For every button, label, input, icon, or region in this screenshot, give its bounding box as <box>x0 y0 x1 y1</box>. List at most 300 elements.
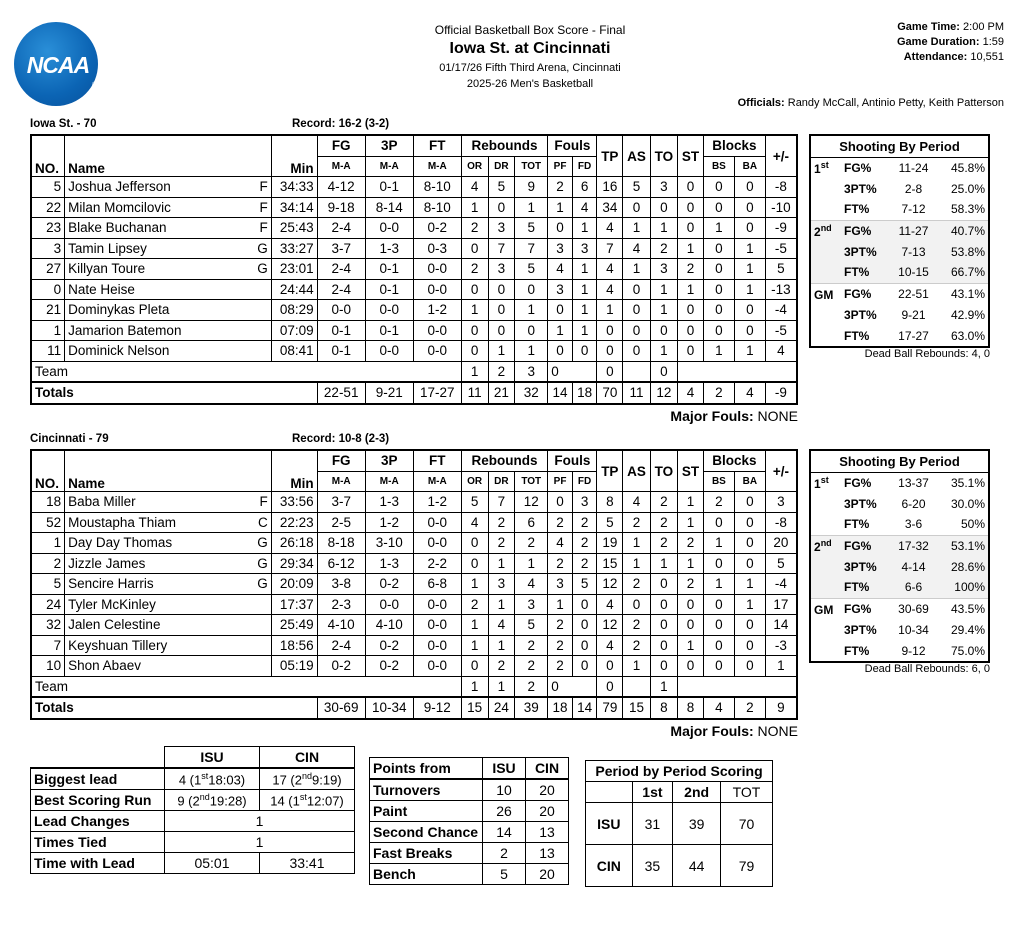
player-row <box>31 512 797 533</box>
col-3p: 3P <box>365 135 413 156</box>
player-tot: 4 <box>515 574 548 595</box>
player-bs: 0 <box>703 553 734 574</box>
player-ba: 1 <box>734 238 765 259</box>
stat-made-att: 17-32 <box>890 535 937 556</box>
player-or: 1 <box>461 197 488 218</box>
player-ba: 1 <box>734 279 765 300</box>
game-duration-label: Game Duration: <box>897 36 980 48</box>
player-row <box>31 533 797 554</box>
stat-made-att: 17-27 <box>898 328 929 343</box>
player-to: 0 <box>650 574 677 595</box>
col-or: OR <box>461 156 488 177</box>
player-to: 2 <box>650 512 677 533</box>
player-or: 0 <box>461 553 488 574</box>
player-ft: 1-2 <box>413 300 461 321</box>
player-tp: 16 <box>597 177 623 198</box>
period-scoring-table <box>585 760 773 887</box>
col-pf: PF <box>548 156 573 177</box>
biggest-lead-label: Biggest lead <box>31 768 165 790</box>
col-no: NO. <box>31 450 65 492</box>
shooting-by-period <box>809 449 990 663</box>
player-st: 0 <box>678 197 704 218</box>
player-min: 05:19 <box>271 656 317 677</box>
player-name: Dominick Nelson <box>65 341 253 362</box>
totals-tot: 39 <box>515 697 548 719</box>
stat-made-att: 22-51 <box>890 283 937 304</box>
player-tot: 0 <box>515 279 548 300</box>
player-number: 21 <box>31 300 65 321</box>
major-fouls-value: NONE <box>757 722 798 739</box>
player-ft: 0-0 <box>413 259 461 280</box>
stat-pct: 30.0% <box>950 496 985 511</box>
player-pf: 3 <box>548 574 573 595</box>
period-scoring-title: Period by Period Scoring <box>586 761 773 782</box>
player-st: 2 <box>678 574 704 595</box>
player-dr: 5 <box>488 177 515 198</box>
player-fd: 0 <box>572 341 597 362</box>
totals-ba: 2 <box>734 697 765 719</box>
player-as: 2 <box>623 574 651 595</box>
player-pm: -4 <box>765 574 797 595</box>
player-st: 1 <box>678 512 704 533</box>
shooting-row <box>810 283 989 304</box>
player-bs: 0 <box>703 615 734 636</box>
player-ba: 0 <box>734 615 765 636</box>
player-pm: -5 <box>765 320 797 341</box>
player-fg: 2-4 <box>317 279 365 300</box>
totals-bs: 4 <box>703 697 734 719</box>
period-label: 1st <box>814 160 829 177</box>
player-st: 1 <box>678 635 704 656</box>
player-bs: 0 <box>703 635 734 656</box>
player-tp3: 0-2 <box>365 574 413 595</box>
team-record: Record: 16-2 (3-2) <box>292 118 390 130</box>
totals-tot: 32 <box>515 382 548 404</box>
player-ft: 0-0 <box>413 320 461 341</box>
stat-label: FG% <box>844 161 872 176</box>
player-tot: 2 <box>515 635 548 656</box>
player-min: 25:43 <box>271 218 317 239</box>
totals-tp3: 10-34 <box>365 697 413 719</box>
player-pm: -10 <box>765 197 797 218</box>
player-or: 0 <box>461 320 488 341</box>
player-ft: 0-0 <box>413 656 461 677</box>
player-fd: 0 <box>572 615 597 636</box>
player-row <box>31 574 797 595</box>
player-tp3: 0-0 <box>365 594 413 615</box>
player-ba: 0 <box>734 512 765 533</box>
player-number: 0 <box>31 279 65 300</box>
col-ba: BA <box>734 471 765 492</box>
player-tot: 1 <box>515 341 548 362</box>
player-row <box>31 300 797 321</box>
shooting-row <box>810 514 989 535</box>
player-position <box>253 656 271 677</box>
col-plus-minus: +/- <box>765 450 797 492</box>
player-fg: 2-3 <box>317 594 365 615</box>
player-ba: 0 <box>734 218 765 239</box>
player-as: 0 <box>623 300 651 321</box>
player-st: 2 <box>678 259 704 280</box>
totals-fd: 14 <box>572 697 597 719</box>
player-tp3: 0-0 <box>365 218 413 239</box>
player-pf: 3 <box>548 279 573 300</box>
player-as: 0 <box>623 320 651 341</box>
player-or: 0 <box>461 533 488 554</box>
player-tot: 1 <box>515 300 548 321</box>
team-row-label: Team <box>31 676 461 697</box>
totals-st: 8 <box>678 697 704 719</box>
player-ft: 1-2 <box>413 492 461 513</box>
player-tp3: 1-2 <box>365 512 413 533</box>
stat-made-att: 13-37 <box>898 476 929 491</box>
team-dr: 1 <box>488 676 515 697</box>
col-or: OR <box>461 471 488 492</box>
player-pm: 20 <box>765 533 797 554</box>
points-from-cin: 13 <box>526 822 569 843</box>
player-to: 3 <box>650 177 677 198</box>
stat-made-att: 9-21 <box>901 307 926 322</box>
shooting-row <box>810 325 989 347</box>
box-score-table <box>30 449 798 720</box>
player-min: 23:01 <box>271 259 317 280</box>
player-st: 1 <box>678 238 704 259</box>
player-or: 0 <box>461 656 488 677</box>
stat-made-att: 2-8 <box>904 181 923 196</box>
player-tp: 19 <box>597 533 623 554</box>
player-position <box>253 594 271 615</box>
player-fd: 2 <box>572 553 597 574</box>
ncaa-logo <box>14 22 98 106</box>
period-label <box>810 556 841 577</box>
player-tp3: 0-1 <box>365 177 413 198</box>
player-name: Jalen Celestine <box>65 615 253 636</box>
totals-as: 11 <box>623 382 651 404</box>
player-tot: 9 <box>515 177 548 198</box>
player-name: Baba Miller <box>65 492 253 513</box>
player-dr: 3 <box>488 574 515 595</box>
col-as: AS <box>623 450 651 492</box>
player-ba: 1 <box>734 341 765 362</box>
stat-pct: 66.7% <box>950 265 985 280</box>
period-team: ISU <box>586 803 633 845</box>
col-fg-ma: M-A <box>317 471 365 492</box>
player-pf: 2 <box>548 553 573 574</box>
col-fg-ma: M-A <box>317 156 365 177</box>
stat-label: 3PT% <box>844 496 877 511</box>
player-ft: 0-3 <box>413 238 461 259</box>
col-rebounds: Rebounds <box>461 135 547 156</box>
player-bs: 0 <box>703 512 734 533</box>
col-to: TO <box>650 135 677 177</box>
player-row <box>31 615 797 636</box>
totals-label: Totals <box>31 697 317 719</box>
player-number: 5 <box>31 177 65 198</box>
col-fouls: Fouls <box>548 135 597 156</box>
player-dr: 1 <box>488 341 515 362</box>
player-or: 2 <box>461 594 488 615</box>
period-label <box>810 178 841 199</box>
player-dr: 2 <box>488 656 515 677</box>
game-title: Iowa St. at Cincinnati <box>449 40 611 57</box>
col-to: TO <box>650 450 677 492</box>
stat-made-att: 7-13 <box>901 244 926 259</box>
player-st: 0 <box>678 218 704 239</box>
player-ft: 0-0 <box>413 279 461 300</box>
player-tot: 5 <box>515 615 548 636</box>
player-tot: 7 <box>515 238 548 259</box>
player-tp: 34 <box>597 197 623 218</box>
player-to: 1 <box>650 279 677 300</box>
player-ft: 8-10 <box>413 177 461 198</box>
shooting-row <box>810 305 989 326</box>
player-tp3: 3-10 <box>365 533 413 554</box>
totals-fd: 18 <box>572 382 597 404</box>
player-to: 2 <box>650 492 677 513</box>
player-fd: 6 <box>572 177 597 198</box>
stat-made-att: 10-15 <box>898 265 929 280</box>
col-fg: FG <box>317 450 365 471</box>
player-bs: 0 <box>703 259 734 280</box>
period-label <box>810 620 841 641</box>
totals-pf: 18 <box>548 697 573 719</box>
period-label: GM <box>810 283 841 304</box>
officials <box>738 96 1004 111</box>
player-ba: 0 <box>734 300 765 321</box>
player-fg: 0-2 <box>317 656 365 677</box>
stat-pct: 53.1% <box>937 535 989 556</box>
player-min: 18:56 <box>271 635 317 656</box>
shooting-row <box>810 262 989 283</box>
points-from-col-cin: CIN <box>526 758 569 780</box>
stat-pct: 29.4% <box>950 622 985 637</box>
player-dr: 4 <box>488 615 515 636</box>
player-bs: 0 <box>703 300 734 321</box>
player-pf: 2 <box>548 615 573 636</box>
period-col: 2nd <box>673 782 721 803</box>
player-bs: 1 <box>703 218 734 239</box>
game-date-venue: 01/17/26 Fifth Third Arena, Cincinnati <box>439 62 621 74</box>
player-tp: 4 <box>597 218 623 239</box>
player-min: 34:14 <box>271 197 317 218</box>
col-ft: FT <box>413 135 461 156</box>
player-min: 25:49 <box>271 615 317 636</box>
player-fg: 2-4 <box>317 259 365 280</box>
player-ba: 0 <box>734 197 765 218</box>
totals-dr: 21 <box>488 382 515 404</box>
player-fd: 1 <box>572 218 597 239</box>
player-bs: 0 <box>703 594 734 615</box>
player-fd: 0 <box>572 635 597 656</box>
player-position: F <box>253 218 271 239</box>
player-min: 22:23 <box>271 512 317 533</box>
player-number: 2 <box>31 553 65 574</box>
player-name: Day Day Thomas <box>65 533 253 554</box>
totals-bs: 2 <box>703 382 734 404</box>
player-to: 3 <box>650 259 677 280</box>
player-name: Joshua Jefferson <box>65 177 253 198</box>
points-from-isu: 10 <box>483 779 526 801</box>
time-with-lead-label: Time with Lead <box>31 853 165 874</box>
points-from-isu: 26 <box>483 801 526 822</box>
player-fg: 3-8 <box>317 574 365 595</box>
player-pm: -9 <box>765 218 797 239</box>
player-min: 08:41 <box>271 341 317 362</box>
player-bs: 0 <box>703 238 734 259</box>
player-row <box>31 259 797 280</box>
times-tied: 1 <box>165 832 355 853</box>
player-fd: 4 <box>572 197 597 218</box>
col-ba: BA <box>734 156 765 177</box>
player-to: 1 <box>650 553 677 574</box>
player-fd: 2 <box>572 533 597 554</box>
player-st: 0 <box>678 594 704 615</box>
totals-st: 4 <box>678 382 704 404</box>
player-bs: 1 <box>703 533 734 554</box>
logo-text: NCAA <box>26 52 90 78</box>
player-number: 1 <box>31 320 65 341</box>
player-ba: 1 <box>734 594 765 615</box>
player-to: 1 <box>650 341 677 362</box>
player-dr: 1 <box>488 594 515 615</box>
col-fd: FD <box>572 471 597 492</box>
player-pm: 3 <box>765 492 797 513</box>
player-st: 0 <box>678 300 704 321</box>
points-from-isu: 14 <box>483 822 526 843</box>
player-ba: 1 <box>734 574 765 595</box>
player-name: Nate Heise <box>65 279 253 300</box>
player-position: G <box>253 574 271 595</box>
player-pm: -5 <box>765 238 797 259</box>
period-tot: 79 <box>720 845 772 887</box>
attendance-label: Attendance: <box>903 51 968 63</box>
player-row <box>31 492 797 513</box>
player-name: Killyan Toure <box>65 259 253 280</box>
totals-row <box>31 382 797 404</box>
team-dr: 2 <box>488 361 515 382</box>
period-1st: 31 <box>632 803 673 845</box>
player-ba: 1 <box>734 259 765 280</box>
stat-pct: 45.8% <box>950 161 985 176</box>
stat-made-att: 3-6 <box>904 517 923 532</box>
totals-to: 12 <box>650 382 677 404</box>
col-bs: BS <box>703 156 734 177</box>
player-as: 0 <box>623 279 651 300</box>
player-dr: 7 <box>488 492 515 513</box>
player-name: Shon Abaev <box>65 656 253 677</box>
player-or: 1 <box>461 300 488 321</box>
officials-label: Officials: <box>737 97 785 109</box>
stat-label: FG% <box>841 598 890 619</box>
totals-fg: 30-69 <box>317 697 365 719</box>
period-row <box>586 845 773 887</box>
team-row-label: Team <box>31 361 461 382</box>
player-as: 1 <box>623 259 651 280</box>
player-ba: 0 <box>734 533 765 554</box>
col-fd: FD <box>572 156 597 177</box>
player-min: 33:27 <box>271 238 317 259</box>
totals-to: 8 <box>650 697 677 719</box>
shooting-by-period <box>809 134 990 348</box>
stat-label: 3PT% <box>844 559 877 574</box>
col-ft: FT <box>413 450 461 471</box>
player-tot: 0 <box>515 320 548 341</box>
player-row <box>31 553 797 574</box>
player-fg: 8-18 <box>317 533 365 554</box>
player-number: 24 <box>31 594 65 615</box>
totals-ba: 4 <box>734 382 765 404</box>
col-3p-ma: M-A <box>365 156 413 177</box>
player-fg: 4-12 <box>317 177 365 198</box>
player-fd: 2 <box>572 512 597 533</box>
player-tp3: 0-1 <box>365 279 413 300</box>
stat-pct: 28.6% <box>950 559 985 574</box>
team-to: 1 <box>650 676 677 697</box>
totals-ft: 9-12 <box>413 697 461 719</box>
team-record: Record: 10-8 (2-3) <box>292 433 390 445</box>
col-fg: FG <box>317 135 365 156</box>
stat-label: 3PT% <box>844 181 877 196</box>
stat-label: FG% <box>841 535 890 556</box>
shooting-row <box>810 577 989 598</box>
player-fg: 4-10 <box>317 615 365 636</box>
period-label <box>810 199 841 220</box>
totals-ft: 17-27 <box>413 382 461 404</box>
points-from-cin: 20 <box>526 779 569 801</box>
player-or: 5 <box>461 492 488 513</box>
player-as: 1 <box>623 218 651 239</box>
player-to: 1 <box>650 300 677 321</box>
biggest-lead-cin: 17 (2nd9:19) <box>260 768 355 790</box>
player-ft: 0-0 <box>413 341 461 362</box>
player-number: 22 <box>31 197 65 218</box>
player-position <box>253 341 271 362</box>
player-st: 2 <box>678 533 704 554</box>
player-position: G <box>253 259 271 280</box>
player-name: Jamarion Batemon <box>65 320 253 341</box>
player-ft: 8-10 <box>413 197 461 218</box>
stat-label: 3PT% <box>844 622 877 637</box>
player-dr: 0 <box>488 300 515 321</box>
player-fd: 5 <box>572 574 597 595</box>
col-name: Name <box>65 135 272 177</box>
player-to: 2 <box>650 238 677 259</box>
period-team: CIN <box>586 845 633 887</box>
player-dr: 1 <box>488 635 515 656</box>
season-label: 2025-26 Men's Basketball <box>466 78 594 90</box>
player-dr: 2 <box>488 512 515 533</box>
player-st: 1 <box>678 492 704 513</box>
time-with-lead-cin: 33:41 <box>260 853 355 874</box>
player-row <box>31 279 797 300</box>
team-section-iowa-st <box>30 116 990 428</box>
player-or: 1 <box>461 635 488 656</box>
player-fg: 0-1 <box>317 320 365 341</box>
team-label: Iowa St. - 70 <box>30 118 97 130</box>
player-or: 2 <box>461 259 488 280</box>
team-tot: 2 <box>515 676 548 697</box>
totals-pf: 14 <box>548 382 573 404</box>
col-3p-ma: M-A <box>365 471 413 492</box>
player-position <box>253 279 271 300</box>
player-pm: 14 <box>765 615 797 636</box>
player-ba: 0 <box>734 320 765 341</box>
player-fd: 0 <box>572 656 597 677</box>
player-pm: 17 <box>765 594 797 615</box>
player-tp: 1 <box>597 300 623 321</box>
player-row <box>31 177 797 198</box>
player-dr: 7 <box>488 238 515 259</box>
